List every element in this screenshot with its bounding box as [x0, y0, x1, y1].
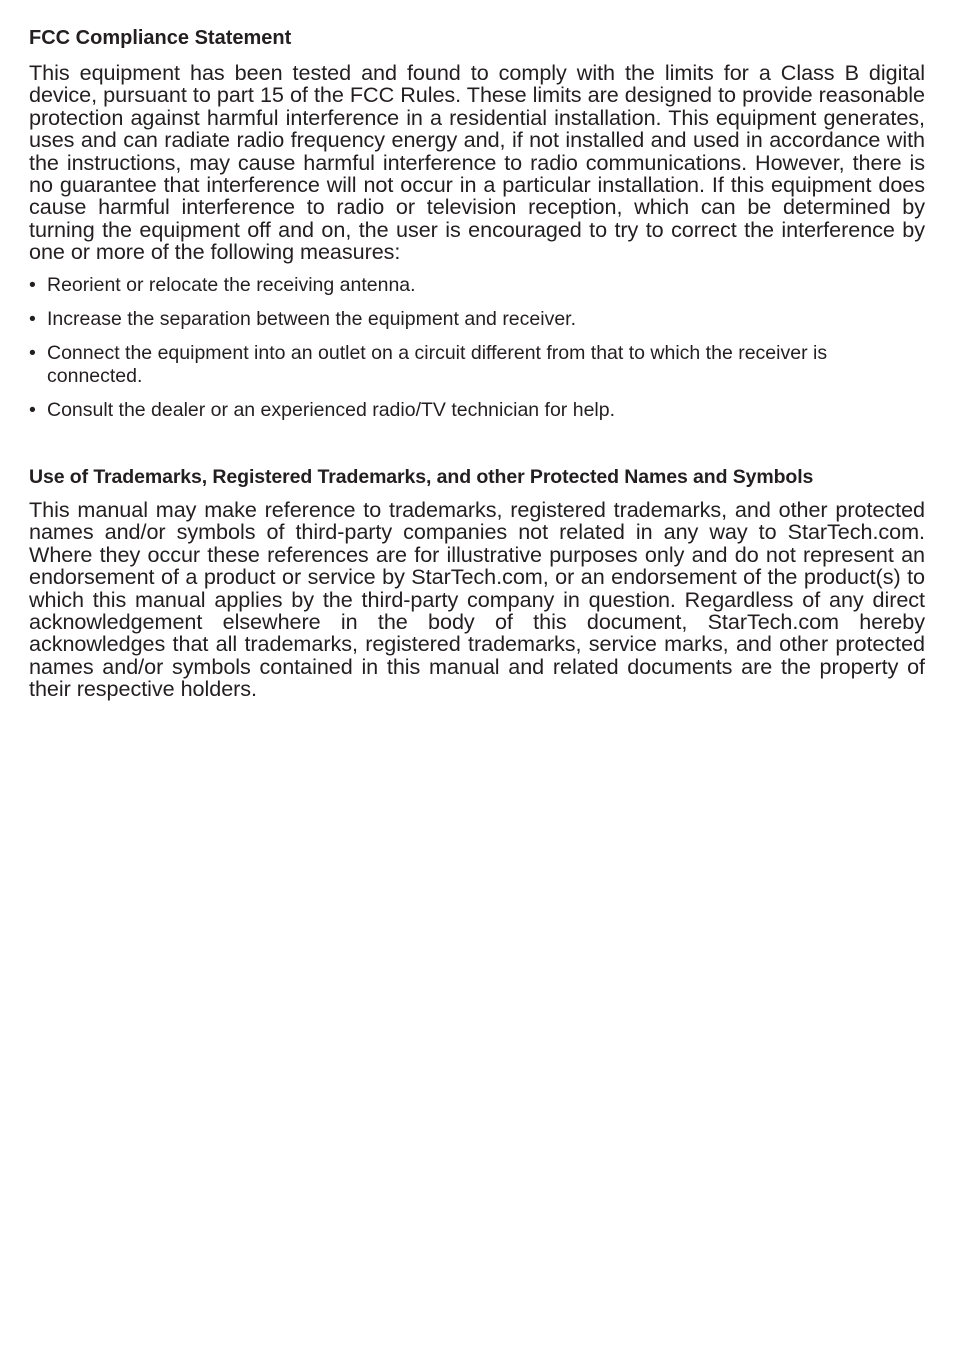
measure-text: Reorient or relocate the receiving antenna. — [47, 274, 416, 296]
fcc-compliance-heading: FCC Compliance Statement — [29, 27, 292, 49]
interference-measures-list — [29, 274, 925, 433]
measure-text: Connect the equipment into an outlet on a circuit different from that to which the receiver is connected. — [47, 342, 828, 387]
list-item — [29, 308, 925, 331]
fcc-compliance-paragraph: This equipment has been tested and found to comply with the limits for a Class B digital device, pursuant to part 15 of the FCC Rules. These limits are designed to provide reasonable protection against harmful interference in a residential installation. This equipment generates, uses and can radiate radio frequency energy and, if not installed and used in accordance with the instructions, may cause harmful interference to radio communications. However, there is no guarantee that interference will not occur in a particular installation. If this equipment does cause harmful interference to radio or television reception, which can be determined by turning the equipment off and on, the user is encouraged to try to correct the interference by one or more of the following measures: — [29, 60, 925, 265]
bullet-icon: • — [29, 308, 36, 330]
bullet-icon: • — [29, 399, 36, 421]
measure-text: Increase the separation between the equipment and receiver. — [47, 308, 577, 330]
list-item — [29, 399, 925, 422]
bullet-icon: • — [29, 274, 36, 296]
bullet-icon: • — [29, 342, 36, 364]
trademarks-paragraph: This manual may make reference to trademarks, registered trademarks, and other protected names and/or symbols of third-party companies not related in any way to StarTech.com. Where they occur these references are for illustrative purposes only and do not represent an endorsement of a product or service by StarTech.com, or an endorsement of the product(s) to which this manual applies by the third-party company in question. Regardless of any direct acknowledgement elsewhere in the body of this document, StarTech.com hereby acknowledges that all trademarks, registered trademarks, service marks, and other protected names and/or symbols contained in this manual and related documents are the property of their respective holders. — [29, 497, 925, 702]
trademarks-heading: Use of Trademarks, Registered Trademarks, and other Protected Names and Symbols — [29, 466, 814, 488]
measure-text: Consult the dealer or an experienced radio/TV technician for help. — [47, 399, 616, 421]
list-item — [29, 274, 925, 297]
list-item — [29, 342, 925, 388]
